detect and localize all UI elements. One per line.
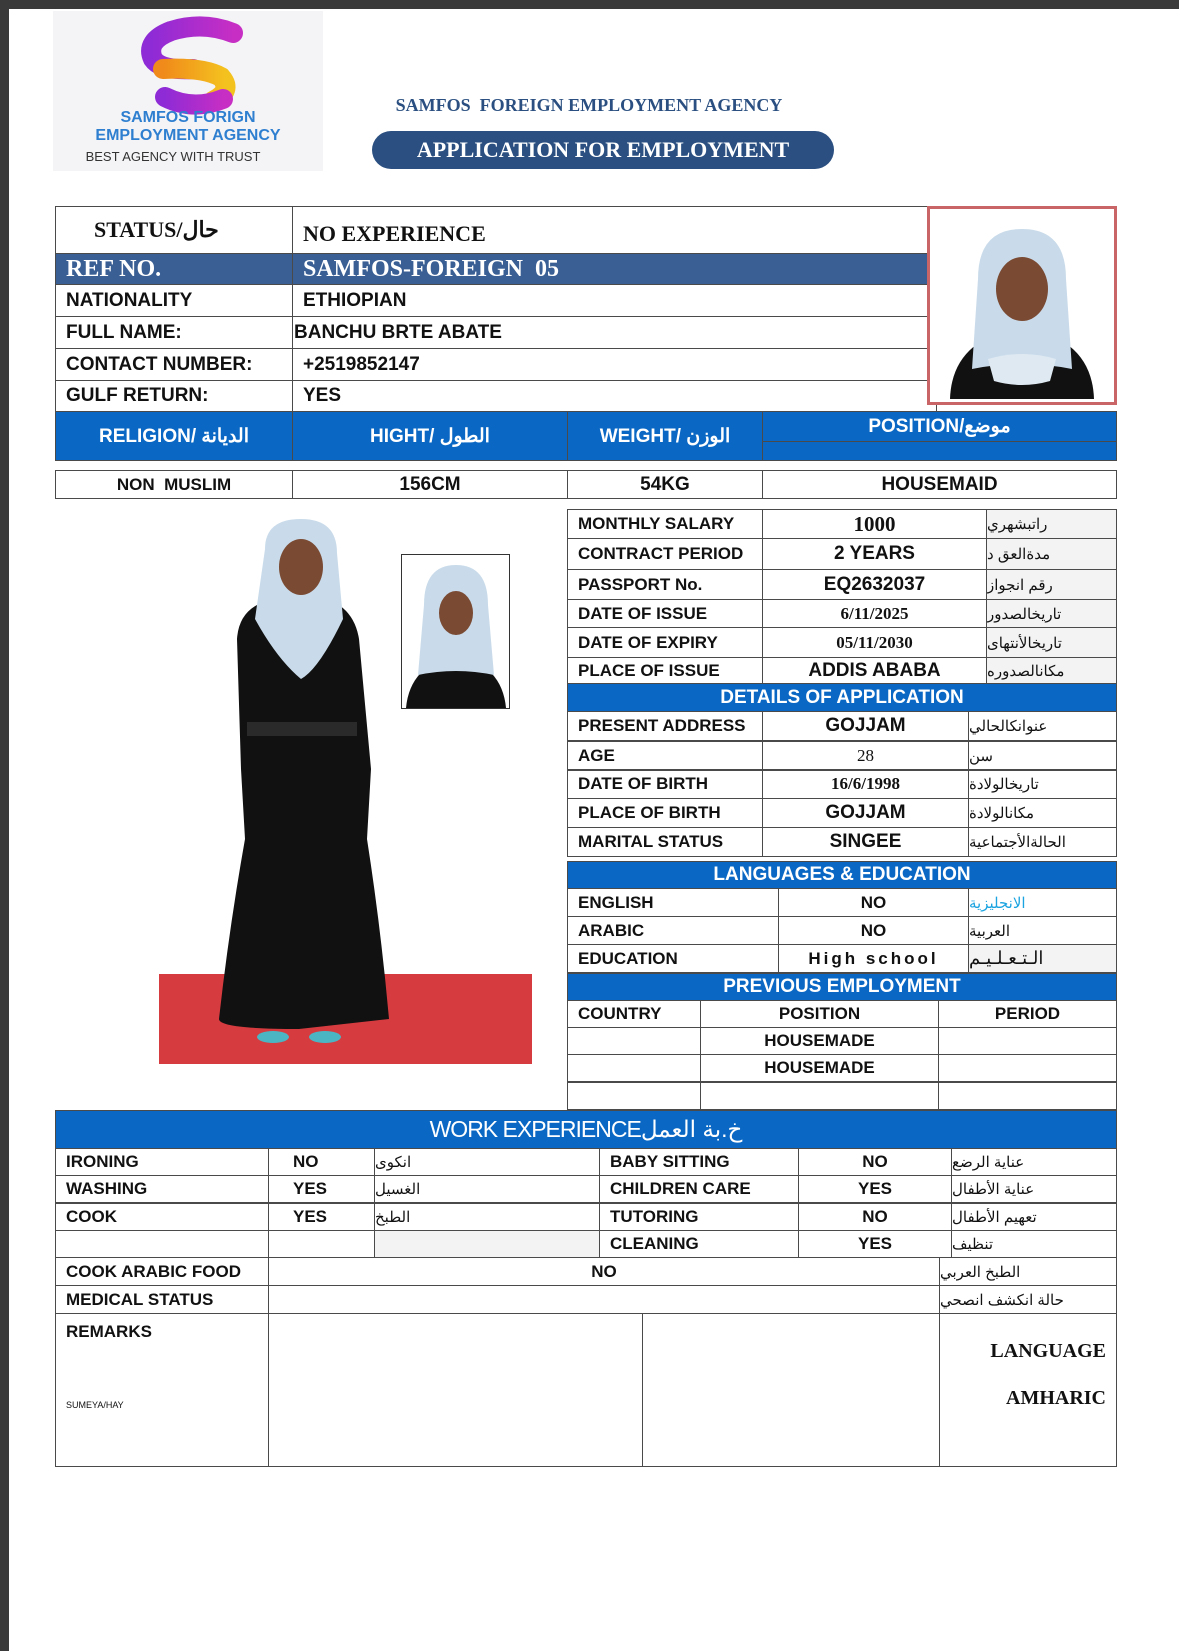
contract-label: CONTRACT PERIOD: [567, 538, 763, 570]
work-skill-label: COOK: [55, 1203, 269, 1231]
work-skill-ar: [374, 1230, 600, 1258]
small-photo: [401, 554, 510, 709]
contact-label: CONTACT NUMBER:: [55, 348, 293, 381]
fullname-value: BANCHU BRTE ABATE: [292, 316, 937, 349]
contract-value: 1000: [762, 509, 987, 539]
remarks-box: [55, 1313, 269, 1467]
work-skill-label: BABY SITTING: [599, 1148, 799, 1176]
remarks-note: SUMEYA/HAY: [66, 1400, 124, 1410]
work-skill-label: IRONING: [55, 1148, 269, 1176]
details-heading: DETAILS OF APPLICATION: [567, 683, 1117, 712]
contract-value: EQ2632037: [762, 569, 987, 600]
fullname-label: FULL NAME:: [55, 316, 293, 349]
work-skill-label: [55, 1230, 269, 1258]
arabic-food-ar: الطبخ العربي: [939, 1257, 1117, 1286]
person-photo-small-icon: [402, 555, 509, 708]
work-skill-value: NO: [798, 1203, 952, 1231]
work-skill-ar: الغسيل: [374, 1175, 600, 1203]
gulf-return-value: YES: [292, 380, 937, 412]
ref-label: REF NO.: [55, 253, 293, 285]
details-ar: تاريخالولادة: [968, 769, 1117, 799]
medical-label: MEDICAL STATUS: [55, 1285, 269, 1314]
details-ar: عنوانكالحالي: [968, 711, 1117, 741]
details-ar: مكانالولادة: [968, 798, 1117, 828]
work-skill-label: CHILDREN CARE: [599, 1175, 799, 1203]
contact-value: +2519852147: [292, 348, 937, 381]
contract-value: ADDIS ABABA: [762, 657, 987, 684]
s-logo-icon: [53, 11, 323, 171]
contract-label: DATE OF ISSUE: [567, 599, 763, 628]
contract-value: 2 YEARS: [762, 538, 987, 570]
work-skill-value: NO: [798, 1148, 952, 1176]
form-title: APPLICATION FOR EMPLOYMENT: [416, 137, 790, 162]
prev-col-position: POSITION: [700, 1000, 939, 1028]
prev-period: [938, 1027, 1117, 1055]
logo-tagline: BEST AGENCY WITH TRUST: [85, 149, 261, 164]
weight-value: 54KG: [567, 470, 763, 499]
work-skill-value: YES: [798, 1175, 952, 1203]
work-skill-ar: عناية الرضع: [951, 1148, 1117, 1176]
contract-label: PASSPORT No.: [567, 569, 763, 600]
work-skill-label: CLEANING: [599, 1230, 799, 1258]
contract-value: 6/11/2025: [762, 599, 987, 628]
work-skill-value: [268, 1230, 375, 1258]
details-label: MARITAL STATUS: [567, 827, 763, 857]
prev-country: [567, 1027, 701, 1055]
remarks-label: REMARKS: [66, 1322, 152, 1341]
previous-heading: PREVIOUS EMPLOYMENT: [567, 973, 1117, 1001]
logo-line-2: EMPLOYMENT AGENCY: [95, 127, 281, 144]
details-value: 28: [762, 741, 969, 771]
details-label: PLACE OF BIRTH: [567, 798, 763, 828]
application-form: [9, 9, 1179, 1651]
language-row-label: ENGLISH: [567, 888, 779, 917]
logo-line-1: SAMFOS FORIGN: [120, 109, 256, 126]
position-header-blank: [762, 441, 1117, 461]
details-label: AGE: [567, 741, 763, 771]
prev-country: [567, 1082, 701, 1110]
agency-title: SAMFOS FOREIGN EMPLOYMENT AGENCY: [395, 95, 783, 115]
religion-header: RELIGION/ الديانة: [55, 411, 293, 461]
details-value: GOJJAM: [762, 711, 969, 741]
details-ar: الحالةالأجتماعية: [968, 827, 1117, 857]
work-skill-value: YES: [798, 1230, 952, 1258]
details-value: SINGEE: [762, 827, 969, 857]
details-value: GOJJAM: [762, 798, 969, 828]
contract-ar: مدةالعق د: [986, 538, 1117, 570]
work-skill-ar: تنظيف: [951, 1230, 1117, 1258]
language-label: LANGUAGE: [990, 1340, 1106, 1362]
language-row-value: High school: [778, 944, 969, 973]
contract-label: MONTHLY SALARY: [567, 509, 763, 539]
status-label: STATUS/حال: [55, 206, 293, 254]
details-label: PRESENT ADDRESS: [567, 711, 763, 741]
language-row-label: EDUCATION: [567, 944, 779, 973]
prev-period: [938, 1054, 1117, 1082]
contract-ar: تاريخالأنتهاى: [986, 627, 1117, 658]
medical-value: [268, 1285, 940, 1314]
language-row-label: ARABIC: [567, 916, 779, 945]
work-skill-value: YES: [268, 1175, 375, 1203]
work-skill-value: YES: [268, 1203, 375, 1231]
nationality-label: NATIONALITY: [55, 284, 293, 317]
person-photo-icon: [930, 209, 1114, 402]
languages-heading: LANGUAGES & EDUCATION: [567, 861, 1117, 889]
position-header: POSITION/موضع: [762, 411, 1117, 442]
details-label: DATE OF BIRTH: [567, 769, 763, 799]
nationality-value: ETHIOPIAN: [292, 284, 937, 317]
prev-country: [567, 1054, 701, 1082]
contract-ar: راتبشهري: [986, 509, 1117, 539]
position-value: HOUSEMAID: [762, 470, 1117, 499]
prev-period: [938, 1082, 1117, 1110]
contract-ar: تاريخالصدور: [986, 599, 1117, 628]
work-skill-ar: تعهيم الأطفال: [951, 1203, 1117, 1231]
remarks-blank-2: [642, 1313, 940, 1467]
prev-position: HOUSEMADE: [700, 1027, 939, 1055]
ref-value: SAMFOS-FOREIGN 05: [292, 253, 937, 285]
medical-ar: حالة انكشف انصحي: [939, 1285, 1117, 1314]
language-box: [939, 1313, 1117, 1467]
height-header: HIGHT/ الطول: [292, 411, 568, 461]
status-value: NO EXPERIENCE: [292, 206, 937, 254]
contract-ar: مكانالصدوره: [986, 657, 1117, 684]
religion-value: NON MUSLIM: [55, 470, 293, 499]
work-skill-ar: الطبخ: [374, 1203, 600, 1231]
weight-header: WEIGHT/ الوزن: [567, 411, 763, 461]
work-skill-ar: انكوى: [374, 1148, 600, 1176]
language-row-ar: الـتـعـلـيـم: [968, 944, 1117, 973]
form-title-banner: [372, 131, 834, 169]
passport-photo: [927, 206, 1117, 405]
prev-position: HOUSEMADE: [700, 1054, 939, 1082]
arabic-food-label: COOK ARABIC FOOD: [55, 1257, 269, 1286]
prev-position: [700, 1082, 939, 1110]
prev-col-country: COUNTRY: [567, 1000, 701, 1028]
language-row-value: NO: [778, 916, 969, 945]
language-value: AMHARIC: [1006, 1387, 1106, 1409]
work-skill-ar: عناية الأطفال: [951, 1175, 1117, 1203]
contract-label: PLACE OF ISSUE: [567, 657, 763, 684]
details-value: 16/6/1998: [762, 769, 969, 799]
details-ar: سن: [968, 741, 1117, 771]
work-experience-heading: WORK EXPERIENCEخ.بة العمل: [55, 1110, 1117, 1149]
language-row-value: NO: [778, 888, 969, 917]
work-skill-label: WASHING: [55, 1175, 269, 1203]
height-value: 156CM: [292, 470, 568, 499]
gulf-return-label: GULF RETURN:: [55, 380, 293, 412]
remarks-blank-1: [268, 1313, 643, 1467]
language-row-ar: العربية: [968, 916, 1117, 945]
arabic-food-value: NO: [268, 1257, 940, 1286]
prev-col-period: PERIOD: [938, 1000, 1117, 1028]
language-row-ar: الانجليزية: [968, 888, 1117, 917]
agency-logo: [53, 11, 323, 171]
contract-ar: رقم انجواز: [986, 569, 1117, 600]
contract-value: 05/11/2030: [762, 627, 987, 658]
work-skill-value: NO: [268, 1148, 375, 1176]
work-skill-label: TUTORING: [599, 1203, 799, 1231]
contract-label: DATE OF EXPIRY: [567, 627, 763, 658]
